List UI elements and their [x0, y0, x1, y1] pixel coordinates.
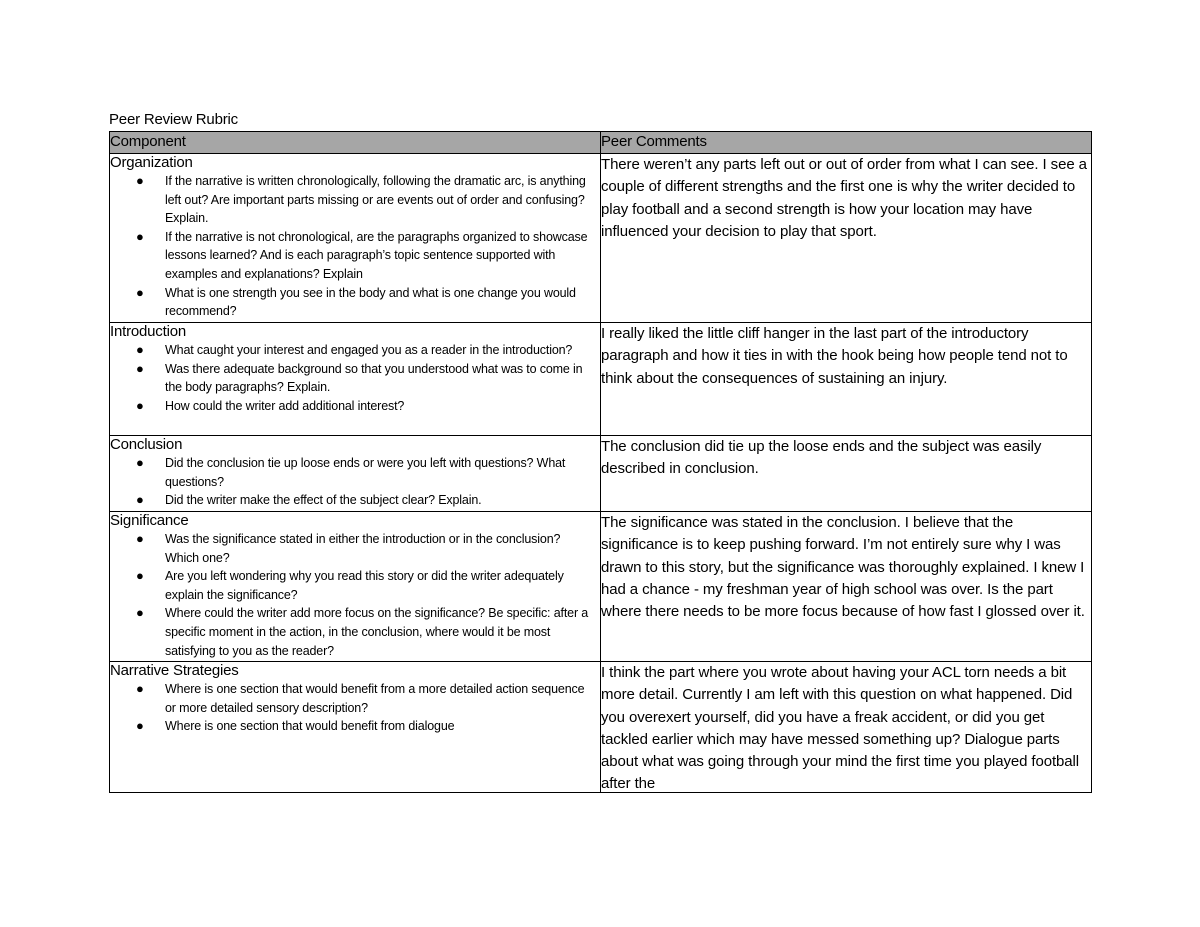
question-list: [110, 454, 600, 510]
question-item: ● Where is one section that would benefit from a more detailed action sequence or more detailed sensory description?: [136, 681, 585, 715]
component-cell: [110, 512, 601, 662]
peer-comment-text: There weren’t any parts left out or out of order from what I can see. I see a couple of different strengths and the first one is why the writer decided to play football and a second strength is how your location may have influenced your decision to play that sport.: [601, 156, 1087, 240]
table-row: [110, 512, 1092, 662]
question-item: ● How could the writer add additional interest?: [110, 397, 600, 416]
table-row: [110, 323, 1092, 436]
question-item: ● Where is one section that would benefit from dialogue: [110, 717, 600, 736]
peer-comment-text: The conclusion did tie up the loose ends and the subject was easily described in conclusion.: [601, 438, 1042, 478]
comment-cell[interactable]: [601, 662, 1092, 793]
component-name: Significance: [110, 512, 189, 529]
bullet-icon: ●: [136, 173, 144, 188]
question-item: ● What is one strength you see in the body and what is one change you would recommend?: [136, 284, 576, 319]
table-row: [110, 662, 1092, 793]
comments-column-header: Peer Comments: [601, 132, 1092, 154]
peer-comment-text: I really liked the little cliff hanger in the last part of the introductory paragraph and how it ties in with the hook being how people tend not to think about the consequences of sustaining an injury.: [601, 325, 1068, 387]
bullet-icon: ●: [136, 492, 144, 508]
component-cell: [110, 154, 601, 323]
question-list: [110, 680, 600, 736]
bullet-icon: ●: [136, 681, 144, 696]
question-list: [110, 530, 600, 660]
bullet-icon: ●: [136, 455, 144, 470]
comment-cell[interactable]: [601, 154, 1092, 323]
component-cell: [110, 323, 601, 436]
question-item: ● Was the significance stated in either the introduction or in the conclusion? Which one?: [136, 531, 561, 565]
bullet-icon: ●: [136, 284, 144, 300]
component-column-header: Component: [110, 132, 601, 154]
peer-comment-text: I think the part where you wrote about having your ACL torn needs a bit more detail. Currently I am left with this question on what happened. Did you overexert yourself, did you have a freak accident, or did you get tackled earlier which may have messed something up? Dialogue parts about what was going through your mind the first time you played football after the: [601, 664, 1079, 792]
comment-cell[interactable]: [601, 436, 1092, 512]
peer-comment-text: The significance was stated in the conclusion. I believe that the significance is to keep pushing forward. I’m not entirely sure why I was drawn to this story, but the significance was thoroughly explained. I knew I had a chance - my freshman year of high school was over. Is the part where there needs to be more focus because of how fast I glossed over it.: [601, 514, 1085, 621]
component-name: Organization: [110, 154, 193, 171]
document-title: Peer Review Rubric: [109, 111, 238, 128]
table-header-row: [110, 132, 1092, 154]
question-list: [110, 341, 600, 415]
component-name: Conclusion: [110, 436, 183, 453]
bullet-icon: ●: [136, 531, 144, 546]
bullet-icon: ●: [136, 568, 144, 584]
question-list: [110, 172, 600, 321]
bullet-icon: ●: [136, 397, 144, 413]
question-item: ● Are you left wondering why you read this story or did the writer adequately explain the significance?: [136, 568, 564, 602]
comment-cell[interactable]: [601, 323, 1092, 436]
question-item: ● If the narrative is written chronologically, following the dramatic arc, is anything left out? Are important parts missing or are events out of order and confusing? Explain.: [136, 173, 586, 226]
question-item: ● Did the conclusion tie up loose ends or were you left with questions? What questions?: [136, 455, 566, 489]
question-item: ● What caught your interest and engaged you as a reader in the introduction?: [110, 341, 600, 360]
question-item: ● Was there adequate background so that you understood what was to come in the body paragraphs? Explain.: [136, 360, 583, 395]
question-item: ● Where could the writer add more focus on the significance? Be specific: after a specific moment in the action, in the conclusion, where would it be most satisfying to you as the reader?: [136, 605, 589, 658]
bullet-icon: ●: [136, 718, 144, 734]
bullet-icon: ●: [136, 228, 144, 244]
question-item: ● If the narrative is not chronological, are the paragraphs organized to showcase lessons learned? And is each paragraph’s topic sentence supported with examples and explanations? Explain: [136, 228, 588, 281]
bullet-icon: ●: [136, 605, 144, 621]
question-item: ● Did the writer make the effect of the subject clear? Explain.: [110, 491, 600, 510]
component-cell: [110, 436, 601, 512]
table-row: [110, 154, 1092, 323]
component-cell: [110, 662, 601, 793]
bullet-icon: ●: [136, 360, 144, 376]
bullet-icon: ●: [136, 342, 144, 357]
comment-cell[interactable]: [601, 512, 1092, 662]
peer-review-table: [109, 131, 1092, 793]
component-name: Introduction: [110, 323, 186, 340]
table-row: [110, 436, 1092, 512]
component-name: Narrative Strategies: [110, 662, 239, 679]
